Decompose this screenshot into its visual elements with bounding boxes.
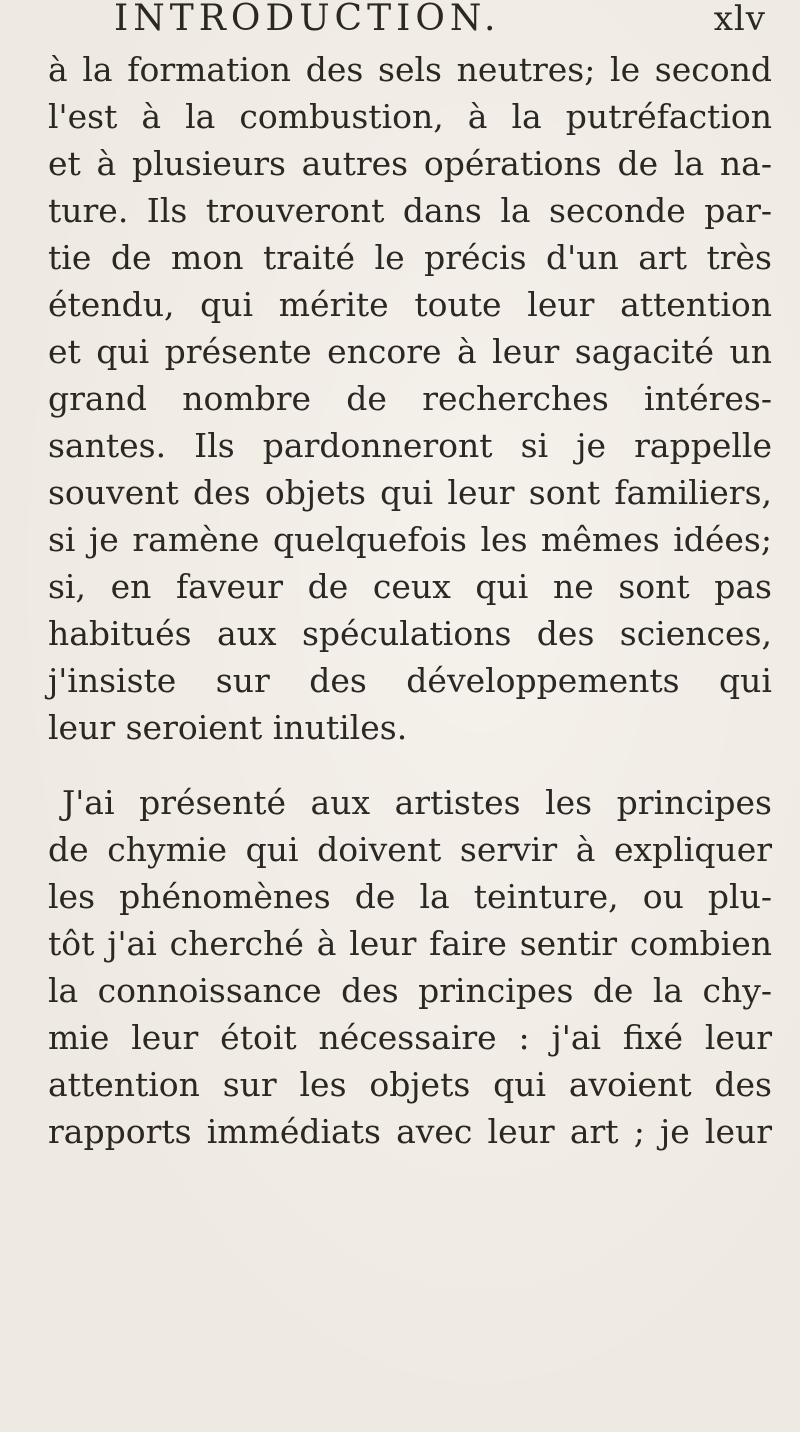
- text-line: santes. Ils pardonneront si je rappelle: [48, 426, 772, 465]
- text-line: étendu, qui mérite toute leur attention: [48, 285, 772, 324]
- text-line: à la formation des sels neutres; le second: [48, 50, 772, 89]
- text-line: tôt j'ai cherché à leur faire sentir combien: [48, 924, 772, 963]
- running-title: INTRODUCTION.: [114, 0, 501, 39]
- text-line: mie leur étoit nécessaire : j'ai fixé leur: [48, 1018, 772, 1057]
- text-line: j'insiste sur des développements qui: [48, 661, 772, 700]
- text-line: J'ai présenté aux artistes les principes: [62, 783, 772, 822]
- text-line: habitués aux spéculations des sciences,: [48, 614, 772, 653]
- text-line: les phénomènes de la teinture, ou plu-: [48, 877, 772, 916]
- text-line: rapports immédiats avec leur art ; je leur: [48, 1112, 772, 1151]
- text-line: l'est à la combustion, à la putréfaction: [48, 97, 772, 136]
- text-line: tie de mon traité le précis d'un art très: [48, 238, 772, 277]
- text-line: si, en faveur de ceux qui ne sont pas: [48, 567, 772, 606]
- text-line: attention sur les objets qui avoient des: [48, 1065, 772, 1104]
- paragraph-2: [48, 779, 772, 1155]
- page-number: xlv: [713, 0, 766, 39]
- text-line: ture. Ils trouveront dans la seconde par-: [48, 191, 772, 230]
- running-head: [48, 0, 772, 46]
- text-line: leur seroient inutiles.: [48, 708, 408, 747]
- text-line: et qui présente encore à leur sagacité un: [48, 332, 772, 371]
- text-line: souvent des objets qui leur sont familiers,: [48, 473, 772, 512]
- text-line: si je ramène quelquefois les mêmes idées;: [48, 520, 772, 559]
- text-line: de chymie qui doivent servir à expliquer: [48, 830, 772, 869]
- paragraph-1: [48, 46, 772, 751]
- text-line: grand nombre de recherches intéres-: [48, 379, 772, 418]
- text-line: et à plusieurs autres opérations de la na-: [48, 144, 772, 183]
- text-line: la connoissance des principes de la chy-: [48, 971, 772, 1010]
